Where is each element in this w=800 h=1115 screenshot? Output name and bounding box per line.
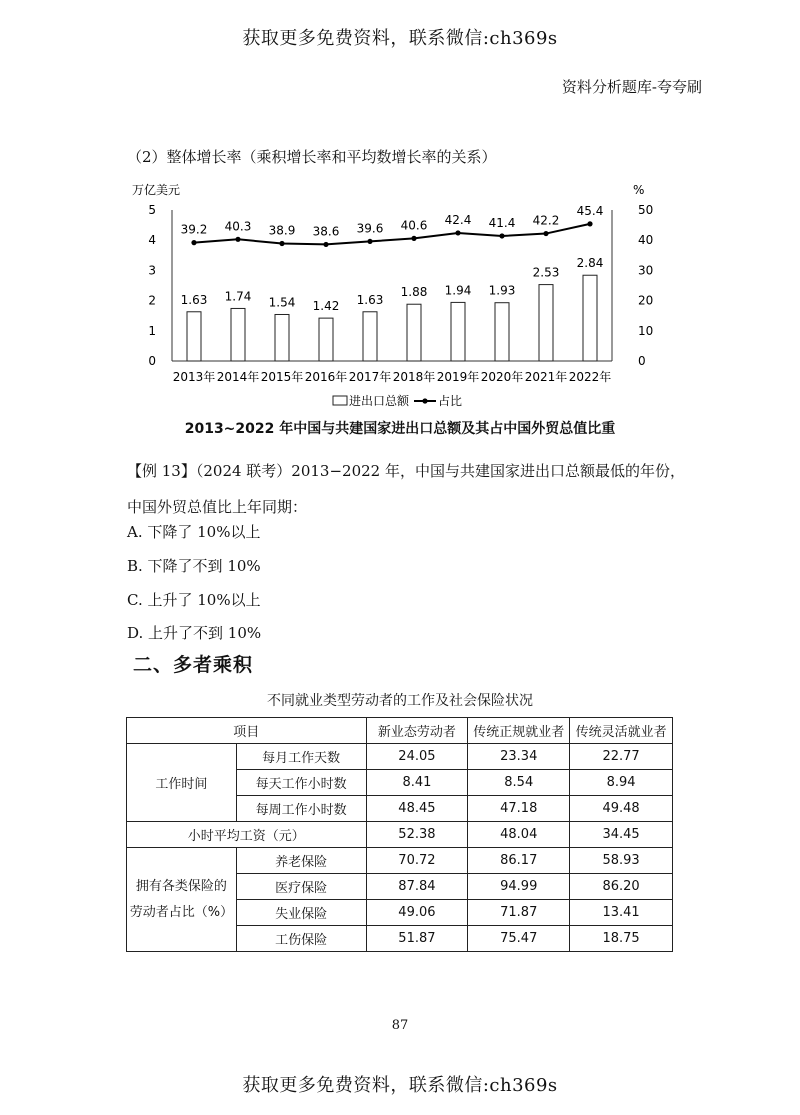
- row-label-wage: 小时平均工资（元）: [127, 822, 367, 848]
- cell: 86.17: [468, 848, 570, 874]
- x-tick-label: 2016年: [304, 370, 348, 384]
- legend-line-label: 占比: [438, 394, 463, 408]
- cell: 52.38: [366, 822, 468, 848]
- cell: 13.41: [570, 900, 673, 926]
- bar-data-label: 1.54: [268, 295, 296, 310]
- x-tick-label: 2022年: [568, 370, 612, 384]
- cell: 75.47: [468, 926, 570, 952]
- table-row: [127, 822, 673, 848]
- line-point: [367, 239, 372, 244]
- option-d: D. 上升了不到 10%: [127, 624, 262, 642]
- cell: 47.18: [468, 796, 570, 822]
- line-point: [191, 240, 196, 245]
- bar-data-label: 1.93: [488, 283, 516, 298]
- line-data-label: 42.2: [532, 213, 560, 228]
- y2-tick-label: 0: [638, 354, 646, 368]
- y-tick-label: 3: [148, 263, 156, 278]
- header-col: 传统灵活就业者: [570, 718, 673, 744]
- cell: 87.84: [366, 874, 468, 900]
- header-item: 项目: [127, 718, 367, 744]
- group-label-line: 拥有各类保险的: [135, 878, 227, 894]
- top-watermark-banner: 获取更多免费资料，联系微信:ch369s: [242, 28, 558, 49]
- combo-chart: [130, 176, 654, 416]
- x-tick-label: 2015年: [260, 370, 304, 384]
- bar: [407, 304, 421, 361]
- bar: [539, 285, 553, 361]
- group-label-line: 劳动者占比（%）: [129, 904, 234, 920]
- line-data-label: 42.4: [444, 212, 472, 227]
- line-point: [279, 241, 284, 246]
- y-tick-label: 4: [148, 233, 156, 248]
- line-point: [543, 231, 548, 236]
- bar: [319, 318, 333, 361]
- bar-data-label: 1.88: [400, 285, 428, 300]
- option-a: A. 下降了 10%以上: [127, 523, 261, 541]
- row-label: 医疗保险: [236, 874, 366, 900]
- cell: 8.94: [570, 770, 673, 796]
- y2-tick-label: 50: [638, 203, 654, 217]
- line-data-label: 38.9: [268, 223, 296, 238]
- cell: 18.75: [570, 926, 673, 952]
- option-c: C. 上升了 10%以上: [127, 591, 261, 609]
- table-title: 不同就业类型劳动者的工作及社会保险状况: [267, 693, 533, 709]
- cell: 8.41: [366, 770, 468, 796]
- legend-line-marker: [422, 398, 427, 403]
- y-tick-label: 2: [148, 293, 156, 308]
- table-row: [127, 744, 673, 770]
- line-data-label: 40.3: [224, 219, 252, 234]
- cell: 24.05: [366, 744, 468, 770]
- line-point: [323, 242, 328, 247]
- cell: 94.99: [468, 874, 570, 900]
- bar: [495, 303, 509, 361]
- y2-tick-label: 10: [638, 323, 654, 338]
- cell: 22.77: [570, 744, 673, 770]
- cell: 23.34: [468, 744, 570, 770]
- line-data-label: 40.6: [400, 218, 428, 233]
- line-data-label: 39.2: [180, 222, 208, 237]
- row-label: 工伤保险: [236, 926, 366, 952]
- cell: 49.48: [570, 796, 673, 822]
- x-tick-label: 2018年: [392, 370, 436, 384]
- x-tick-label: 2017年: [348, 370, 392, 384]
- cell: 71.87: [468, 900, 570, 926]
- option-b: B. 下降了不到 10%: [127, 557, 261, 575]
- bar-data-label: 1.63: [356, 292, 384, 307]
- group-label-insurance: [127, 848, 237, 952]
- heading-multi-product: 二、多者乘积: [133, 654, 254, 676]
- bottom-watermark-banner: 获取更多免费资料，联系微信:ch369s: [242, 1075, 558, 1096]
- bar-data-label: 1.74: [224, 289, 252, 304]
- bar-data-label: 1.42: [312, 299, 340, 314]
- row-label: 养老保险: [236, 848, 366, 874]
- bar-data-label: 1.63: [180, 292, 208, 307]
- line-data-label: 38.6: [312, 224, 340, 239]
- bar: [363, 312, 377, 361]
- bar: [275, 314, 289, 361]
- header-col: 传统正规就业者: [468, 718, 570, 744]
- line-point: [235, 237, 240, 242]
- page-number: 87: [391, 1018, 409, 1033]
- cell: 8.54: [468, 770, 570, 796]
- group-label-work-time: 工作时间: [127, 744, 237, 822]
- employment-table: [126, 717, 673, 952]
- legend-bar-label: 进出口总额: [349, 394, 410, 408]
- y2-tick-label: 30: [638, 263, 654, 278]
- cell: 34.45: [570, 822, 673, 848]
- share-line: [194, 224, 590, 245]
- running-header: 资料分析题库-夸夸刷: [561, 78, 702, 96]
- bar: [583, 275, 597, 361]
- line-point: [499, 233, 504, 238]
- chart-caption: 2013~2022 年中国与共建国家进出口总额及其占中国外贸总值比重: [184, 421, 616, 437]
- bar: [231, 308, 245, 361]
- cell: 48.45: [366, 796, 468, 822]
- cell: 70.72: [366, 848, 468, 874]
- line-point: [455, 230, 460, 235]
- line-data-label: 41.4: [488, 215, 516, 230]
- x-tick-label: 2014年: [216, 370, 260, 384]
- line-data-label: 45.4: [576, 203, 604, 218]
- bar-data-label: 2.84: [576, 256, 604, 271]
- cell: 58.93: [570, 848, 673, 874]
- y-tick-label: 5: [148, 203, 156, 217]
- row-label: 每月工作天数: [236, 744, 366, 770]
- y-tick-label: 1: [148, 323, 156, 338]
- bar: [451, 302, 465, 361]
- cell: 51.87: [366, 926, 468, 952]
- y-axis-label: 万亿美元: [132, 183, 181, 197]
- y2-tick-label: 20: [638, 293, 654, 308]
- bar-data-label: 1.94: [444, 283, 472, 298]
- x-tick-label: 2021年: [524, 370, 568, 384]
- line-point: [587, 221, 592, 226]
- legend-bar-swatch: [333, 396, 347, 405]
- table-header-row: [127, 718, 673, 744]
- x-tick-label: 2013年: [172, 370, 216, 384]
- y-tick-label: 0: [148, 354, 156, 368]
- cell: 49.06: [366, 900, 468, 926]
- y2-axis-label: %: [633, 183, 645, 197]
- cell: 48.04: [468, 822, 570, 848]
- question-text: 【例 13】（2024 联考）2013−2022 年，中国与共建国家进出口总额最低的年份，中国外贸总值比上年同期：: [127, 462, 685, 516]
- line-point: [411, 236, 416, 241]
- row-label: 失业保险: [236, 900, 366, 926]
- header-col: 新业态劳动者: [366, 718, 468, 744]
- bar-data-label: 2.53: [532, 265, 560, 280]
- x-tick-label: 2019年: [436, 370, 480, 384]
- table-row: [127, 848, 673, 874]
- line-data-label: 39.6: [356, 221, 384, 236]
- bar: [187, 312, 201, 361]
- y2-tick-label: 40: [638, 233, 654, 248]
- row-label: 每天工作小时数: [236, 770, 366, 796]
- row-label: 每周工作小时数: [236, 796, 366, 822]
- section-heading: （2）整体增长率（乘积增长率和平均数增长率的关系）: [127, 148, 497, 166]
- x-tick-label: 2020年: [480, 370, 524, 384]
- cell: 86.20: [570, 874, 673, 900]
